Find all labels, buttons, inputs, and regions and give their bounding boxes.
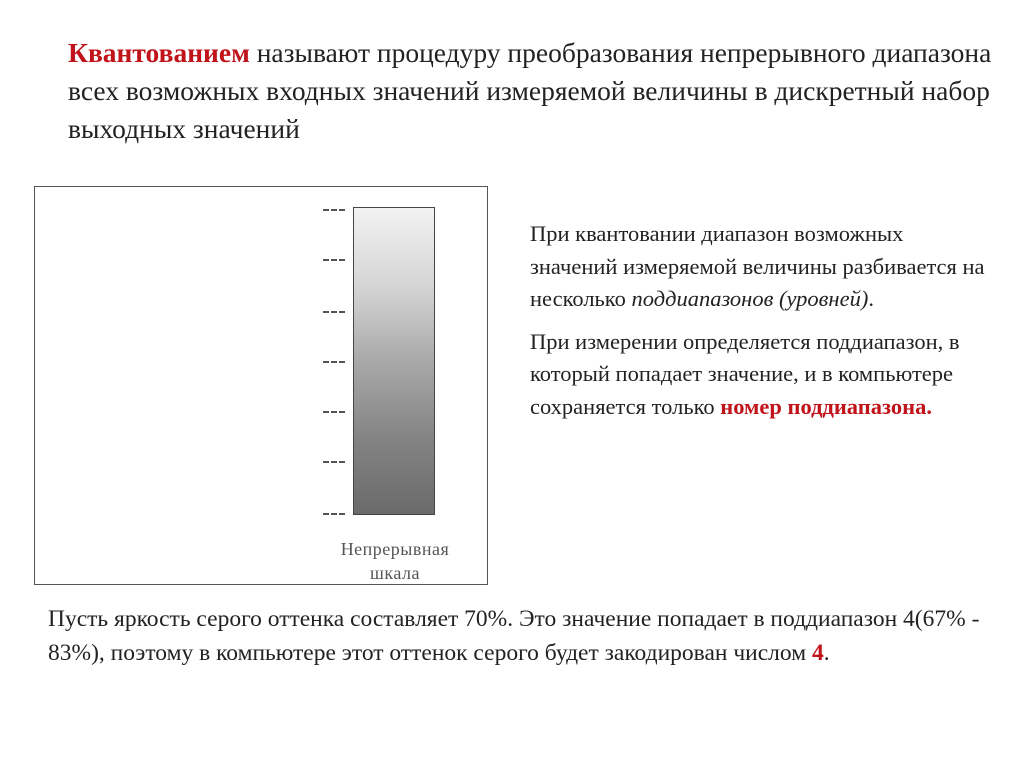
p1-end: . (868, 286, 874, 311)
scale-tick (323, 513, 345, 517)
scale-tick (323, 361, 345, 365)
p2-highlight: номер поддиапазона. (720, 393, 932, 419)
p2-text: При измерении определяется поддиапазон, в который попадает значение, и в компьютере сохраняется только (530, 328, 960, 419)
gray-gradient-bar (353, 207, 435, 515)
example-paragraph (48, 602, 988, 670)
p1-italic: поддиапазонов (уровней) (631, 286, 869, 311)
scale-tick (323, 259, 345, 263)
scale-tick (323, 209, 345, 213)
definition-heading (68, 34, 998, 148)
term-highlight: Квантованием (68, 37, 250, 68)
scale-caption-line2: шкала (370, 563, 420, 583)
scale-tick (323, 461, 345, 465)
example-text: Пусть яркость серого оттенка составляет 70%. Это значение попадает в поддиапазон 4(67% - 83%), поэтому в компьютере этот оттенок серого будет закодирован числом (48, 606, 980, 666)
explanation-block (530, 218, 990, 433)
explanation-paragraph-2 (530, 326, 990, 424)
p1-text: При квантовании диапазон возможных значений измеряемой величины разбивается на несколько (530, 221, 985, 311)
continuous-scale-figure (34, 186, 488, 585)
example-end: . (823, 640, 830, 666)
definition-text: называют процедуру преобразования непрерывного диапазона всех возможных входных значений измеряемой величины в дискретный набор выходных значений (68, 37, 992, 144)
explanation-paragraph-1 (530, 218, 990, 316)
scale-tick (323, 311, 345, 315)
scale-caption (315, 537, 475, 585)
scale-caption-line1: Непрерывная (340, 539, 450, 559)
scale-tick (323, 411, 345, 415)
example-number: 4 (811, 640, 824, 666)
